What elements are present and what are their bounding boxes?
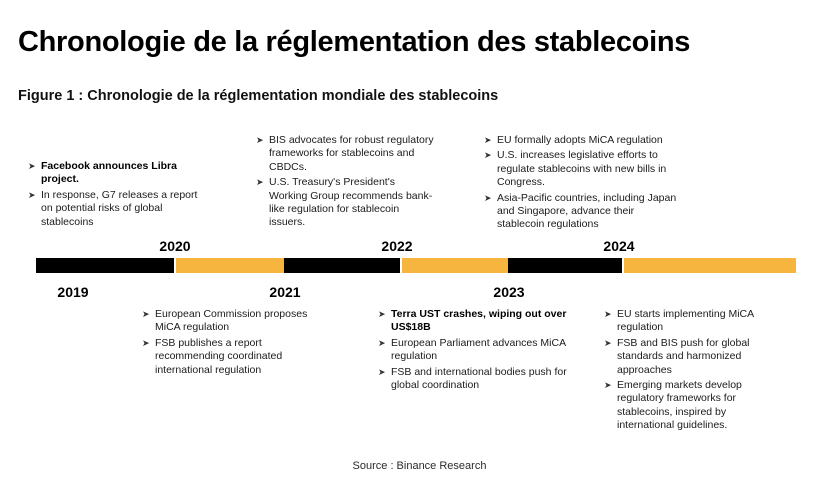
- arrow-bullet-icon: ➤: [484, 192, 492, 203]
- timeline-bar: [36, 258, 796, 273]
- timeline-event-text: European Parliament advances MiCA regulation: [391, 336, 566, 363]
- arrow-bullet-icon: ➤: [256, 177, 264, 188]
- timeline-event-item: [378, 337, 568, 364]
- timeline-event-item: [256, 134, 434, 174]
- arrow-bullet-icon: ➤: [484, 135, 492, 145]
- timeline-event-item: [28, 189, 208, 229]
- timeline-event-text: EU starts implementing MiCA regulation: [617, 308, 754, 334]
- timeline-event-item: [484, 192, 680, 232]
- timeline-event-item: [142, 308, 328, 335]
- page-title: Chronologie de la réglementation des stablecoins: [18, 26, 691, 58]
- timeline-year-2019: 2019: [57, 284, 89, 300]
- timeline-year-2022: 2022: [381, 238, 413, 254]
- timeline-event-text: U.S. increases legislative efforts to regulate stablecoins with new bills in Congress.: [497, 149, 667, 189]
- timeline-event-item: [28, 160, 208, 187]
- timeline-event-group: [256, 134, 434, 232]
- timeline-event-text: In response, G7 releases a report on potential risks of global stablecoins: [41, 188, 198, 228]
- arrow-bullet-icon: ➤: [604, 309, 612, 319]
- timeline-event-text: Facebook announces Libra project.: [41, 160, 177, 186]
- timeline-event-item: [484, 149, 680, 189]
- timeline-year-2024: 2024: [603, 238, 635, 254]
- arrow-bullet-icon: ➤: [378, 366, 386, 377]
- timeline-event-text: FSB publishes a report recommending coordinated international regulation: [155, 336, 283, 376]
- arrow-bullet-icon: ➤: [28, 189, 36, 200]
- timeline-event-group: [378, 308, 568, 394]
- timeline-event-item: [256, 176, 434, 230]
- timeline-event-text: BIS advocates for robust regulatory frameworks for stablecoins and CBDCs.: [269, 134, 434, 173]
- timeline-event-group: [604, 308, 784, 435]
- timeline-tick-2024: [622, 258, 624, 273]
- timeline-event-item: [142, 337, 328, 377]
- arrow-bullet-icon: ➤: [142, 309, 150, 319]
- timeline-event-text: Terra UST crashes, wiping out over US$18B: [391, 308, 567, 334]
- timeline-event-group: [142, 308, 328, 379]
- timeline-segment-black-3: [508, 258, 622, 273]
- figure-subtitle: Figure 1 : Chronologie de la réglementation mondiale des stablecoins: [18, 88, 499, 104]
- arrow-bullet-icon: ➤: [142, 337, 150, 348]
- timeline-tick-2020: [174, 258, 176, 273]
- timeline-event-item: [604, 337, 784, 377]
- timeline-event-text: European Commission proposes MiCA regulation: [155, 308, 308, 334]
- timeline-event-text: U.S. Treasury's President's Working Group recommends bank-like regulation for stablecoin issuers.: [269, 176, 433, 229]
- timeline-year-2023: 2023: [493, 284, 525, 300]
- timeline-year-2021: 2021: [269, 284, 301, 300]
- timeline-segment-black-1: [36, 258, 174, 273]
- timeline-event-group: [28, 160, 208, 231]
- timeline-event-item: [484, 134, 680, 147]
- timeline-segment-black-2: [284, 258, 400, 273]
- timeline-event-text: FSB and BIS push for global standards and harmonized approaches: [617, 336, 750, 376]
- timeline-event-item: [604, 308, 784, 335]
- timeline-event-text: Emerging markets develop regulatory frameworks for stablecoins, inspired by international guidelines.: [617, 379, 742, 432]
- timeline-event-text: EU formally adopts MiCA regulation: [497, 134, 663, 146]
- timeline-tick-2022: [400, 258, 402, 273]
- timeline-year-2020: 2020: [159, 238, 191, 254]
- timeline-event-item: [604, 379, 784, 433]
- timeline-event-item: [378, 366, 568, 393]
- arrow-bullet-icon: ➤: [604, 337, 612, 348]
- timeline-event-text: FSB and international bodies push for global coordination: [391, 365, 567, 392]
- timeline-event-group: [484, 134, 680, 234]
- arrow-bullet-icon: ➤: [256, 135, 264, 145]
- timeline-event-text: Asia-Pacific countries, including Japan and Singapore, advance their stablecoin regulations: [497, 191, 677, 231]
- arrow-bullet-icon: ➤: [604, 380, 612, 391]
- arrow-bullet-icon: ➤: [484, 150, 492, 161]
- source-note: Source : Binance Research: [352, 460, 487, 472]
- timeline-event-item: [378, 308, 568, 335]
- arrow-bullet-icon: ➤: [378, 309, 386, 319]
- arrow-bullet-icon: ➤: [28, 161, 36, 171]
- arrow-bullet-icon: ➤: [378, 337, 386, 348]
